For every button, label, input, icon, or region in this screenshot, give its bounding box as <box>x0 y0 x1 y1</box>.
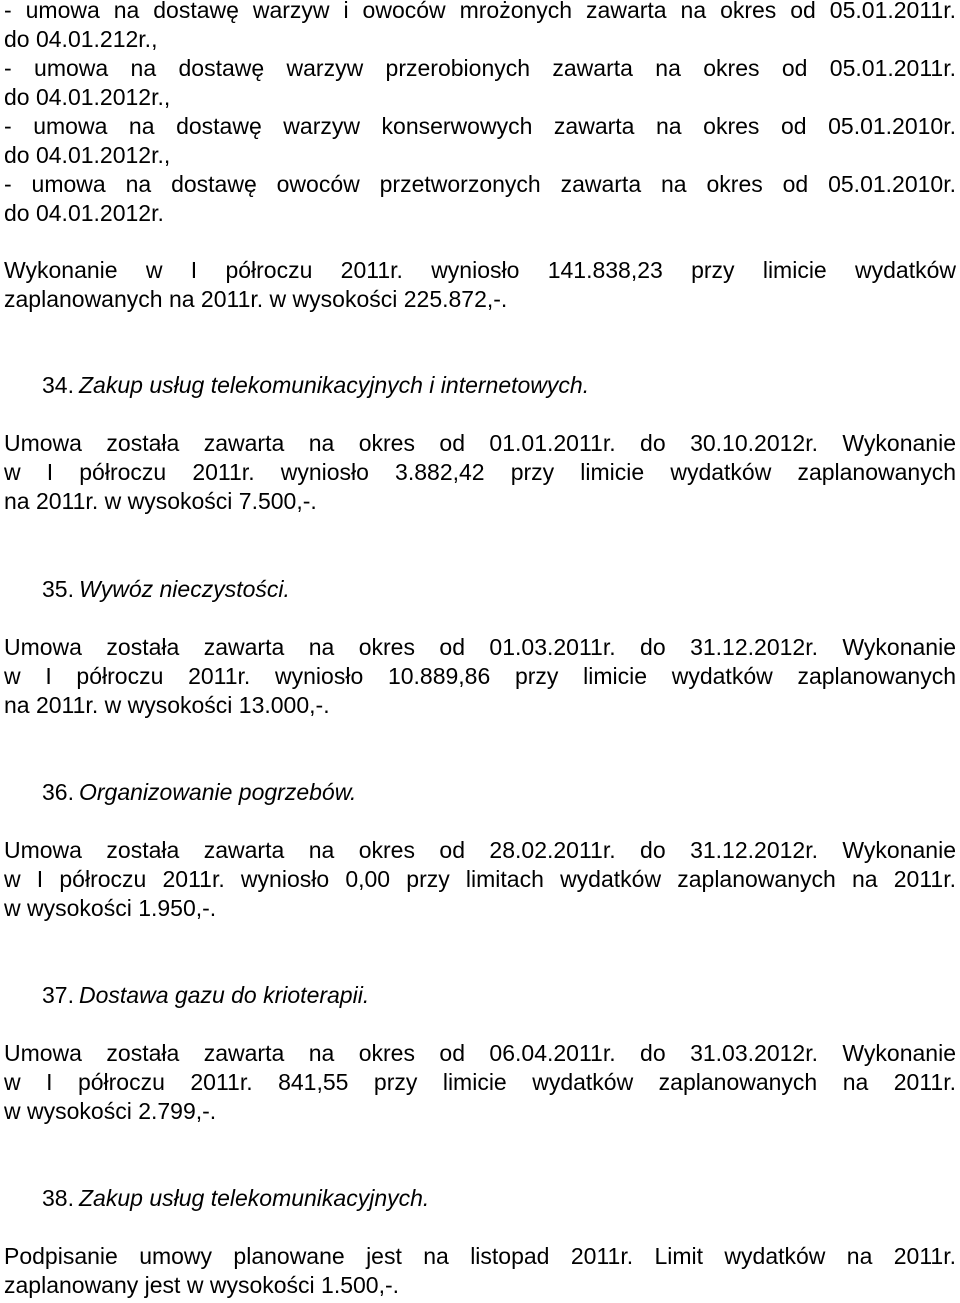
section-body <box>4 429 956 516</box>
text-line: - umowa na dostawę warzyw i owoców mrożonych zawarta na okres od 05.01.2011r. <box>4 0 956 23</box>
section-heading <box>42 1184 429 1213</box>
text-line: zaplanowanych na 2011r. w wysokości 225.872,-. <box>4 286 508 312</box>
section-body <box>4 1242 956 1300</box>
section-heading <box>42 981 369 1010</box>
text-line: w I półroczu 2011r. wyniosło 0,00 przy limitach wydatków zaplanowanych na 2011r. <box>4 866 956 892</box>
text-line: - umowa na dostawę warzyw przerobionych zawarta na okres od 05.01.2011r. <box>4 55 956 81</box>
section-title: Zakup usług telekomunikacyjnych. <box>79 1185 430 1211</box>
text-line: Umowa została zawarta na okres od 28.02.2011r. do 31.12.2012r. Wykonanie <box>4 837 956 863</box>
section-title: Zakup usług telekomunikacyjnych i internetowych. <box>79 372 590 398</box>
text-line: Podpisanie umowy planowane jest na listopad 2011r. Limit wydatków na 2011r. <box>4 1243 956 1269</box>
section-number: 35. <box>42 576 74 602</box>
text-line: - umowa na dostawę owoców przetworzonych zawarta na okres od 05.01.2010r. <box>4 171 956 197</box>
text-line: Umowa została zawarta na okres od 06.04.2011r. do 31.03.2012r. Wykonanie <box>4 1040 956 1066</box>
text-line: Umowa została zawarta na okres od 01.03.2011r. do 31.12.2012r. Wykonanie <box>4 634 956 660</box>
section-heading <box>42 778 356 807</box>
text-line: w I półroczu 2011r. wyniosło 10.889,86 przy limicie wydatków zaplanowanych <box>4 663 956 689</box>
text-line: w wysokości 2.799,-. <box>4 1098 217 1124</box>
text-line: - umowa na dostawę warzyw konserwowych zawarta na okres od 05.01.2010r. <box>4 113 956 139</box>
section-number: 36. <box>42 779 74 805</box>
section-number: 38. <box>42 1185 74 1211</box>
text-line: Umowa została zawarta na okres od 01.01.2011r. do 30.10.2012r. Wykonanie <box>4 430 956 456</box>
section-body <box>4 1039 956 1126</box>
execution-paragraph <box>4 256 956 314</box>
text-line: w wysokości 1.950,-. <box>4 895 217 921</box>
text-line: do 04.01.2012r. <box>4 200 164 226</box>
text-line: zaplanowany jest w wysokości 1.500,-. <box>4 1272 400 1298</box>
text-line: na 2011r. w wysokości 13.000,-. <box>4 692 330 718</box>
text-line: do 04.01.212r., <box>4 26 158 52</box>
section-title: Organizowanie pogrzebów. <box>79 779 357 805</box>
text-line: do 04.01.2012r., <box>4 142 171 168</box>
text-line: w I półroczu 2011r. 841,55 przy limicie wydatków zaplanowanych na 2011r. <box>4 1069 956 1095</box>
text-line: do 04.01.2012r., <box>4 84 171 110</box>
section-body <box>4 836 956 923</box>
section-title: Dostawa gazu do krioterapii. <box>79 982 370 1008</box>
text-line: w I półroczu 2011r. wyniosło 3.882,42 przy limicie wydatków zaplanowanych <box>4 459 956 485</box>
contract-list <box>4 0 956 228</box>
section-number: 37. <box>42 982 74 1008</box>
section-heading <box>42 371 589 400</box>
section-number: 34. <box>42 372 74 398</box>
section-body <box>4 633 956 720</box>
text-line: Wykonanie w I półroczu 2011r. wyniosło 141.838,23 przy limicie wydatków <box>4 257 956 283</box>
section-heading <box>42 575 290 604</box>
text-line: na 2011r. w wysokości 7.500,-. <box>4 488 317 514</box>
section-title: Wywóz nieczystości. <box>79 576 290 602</box>
